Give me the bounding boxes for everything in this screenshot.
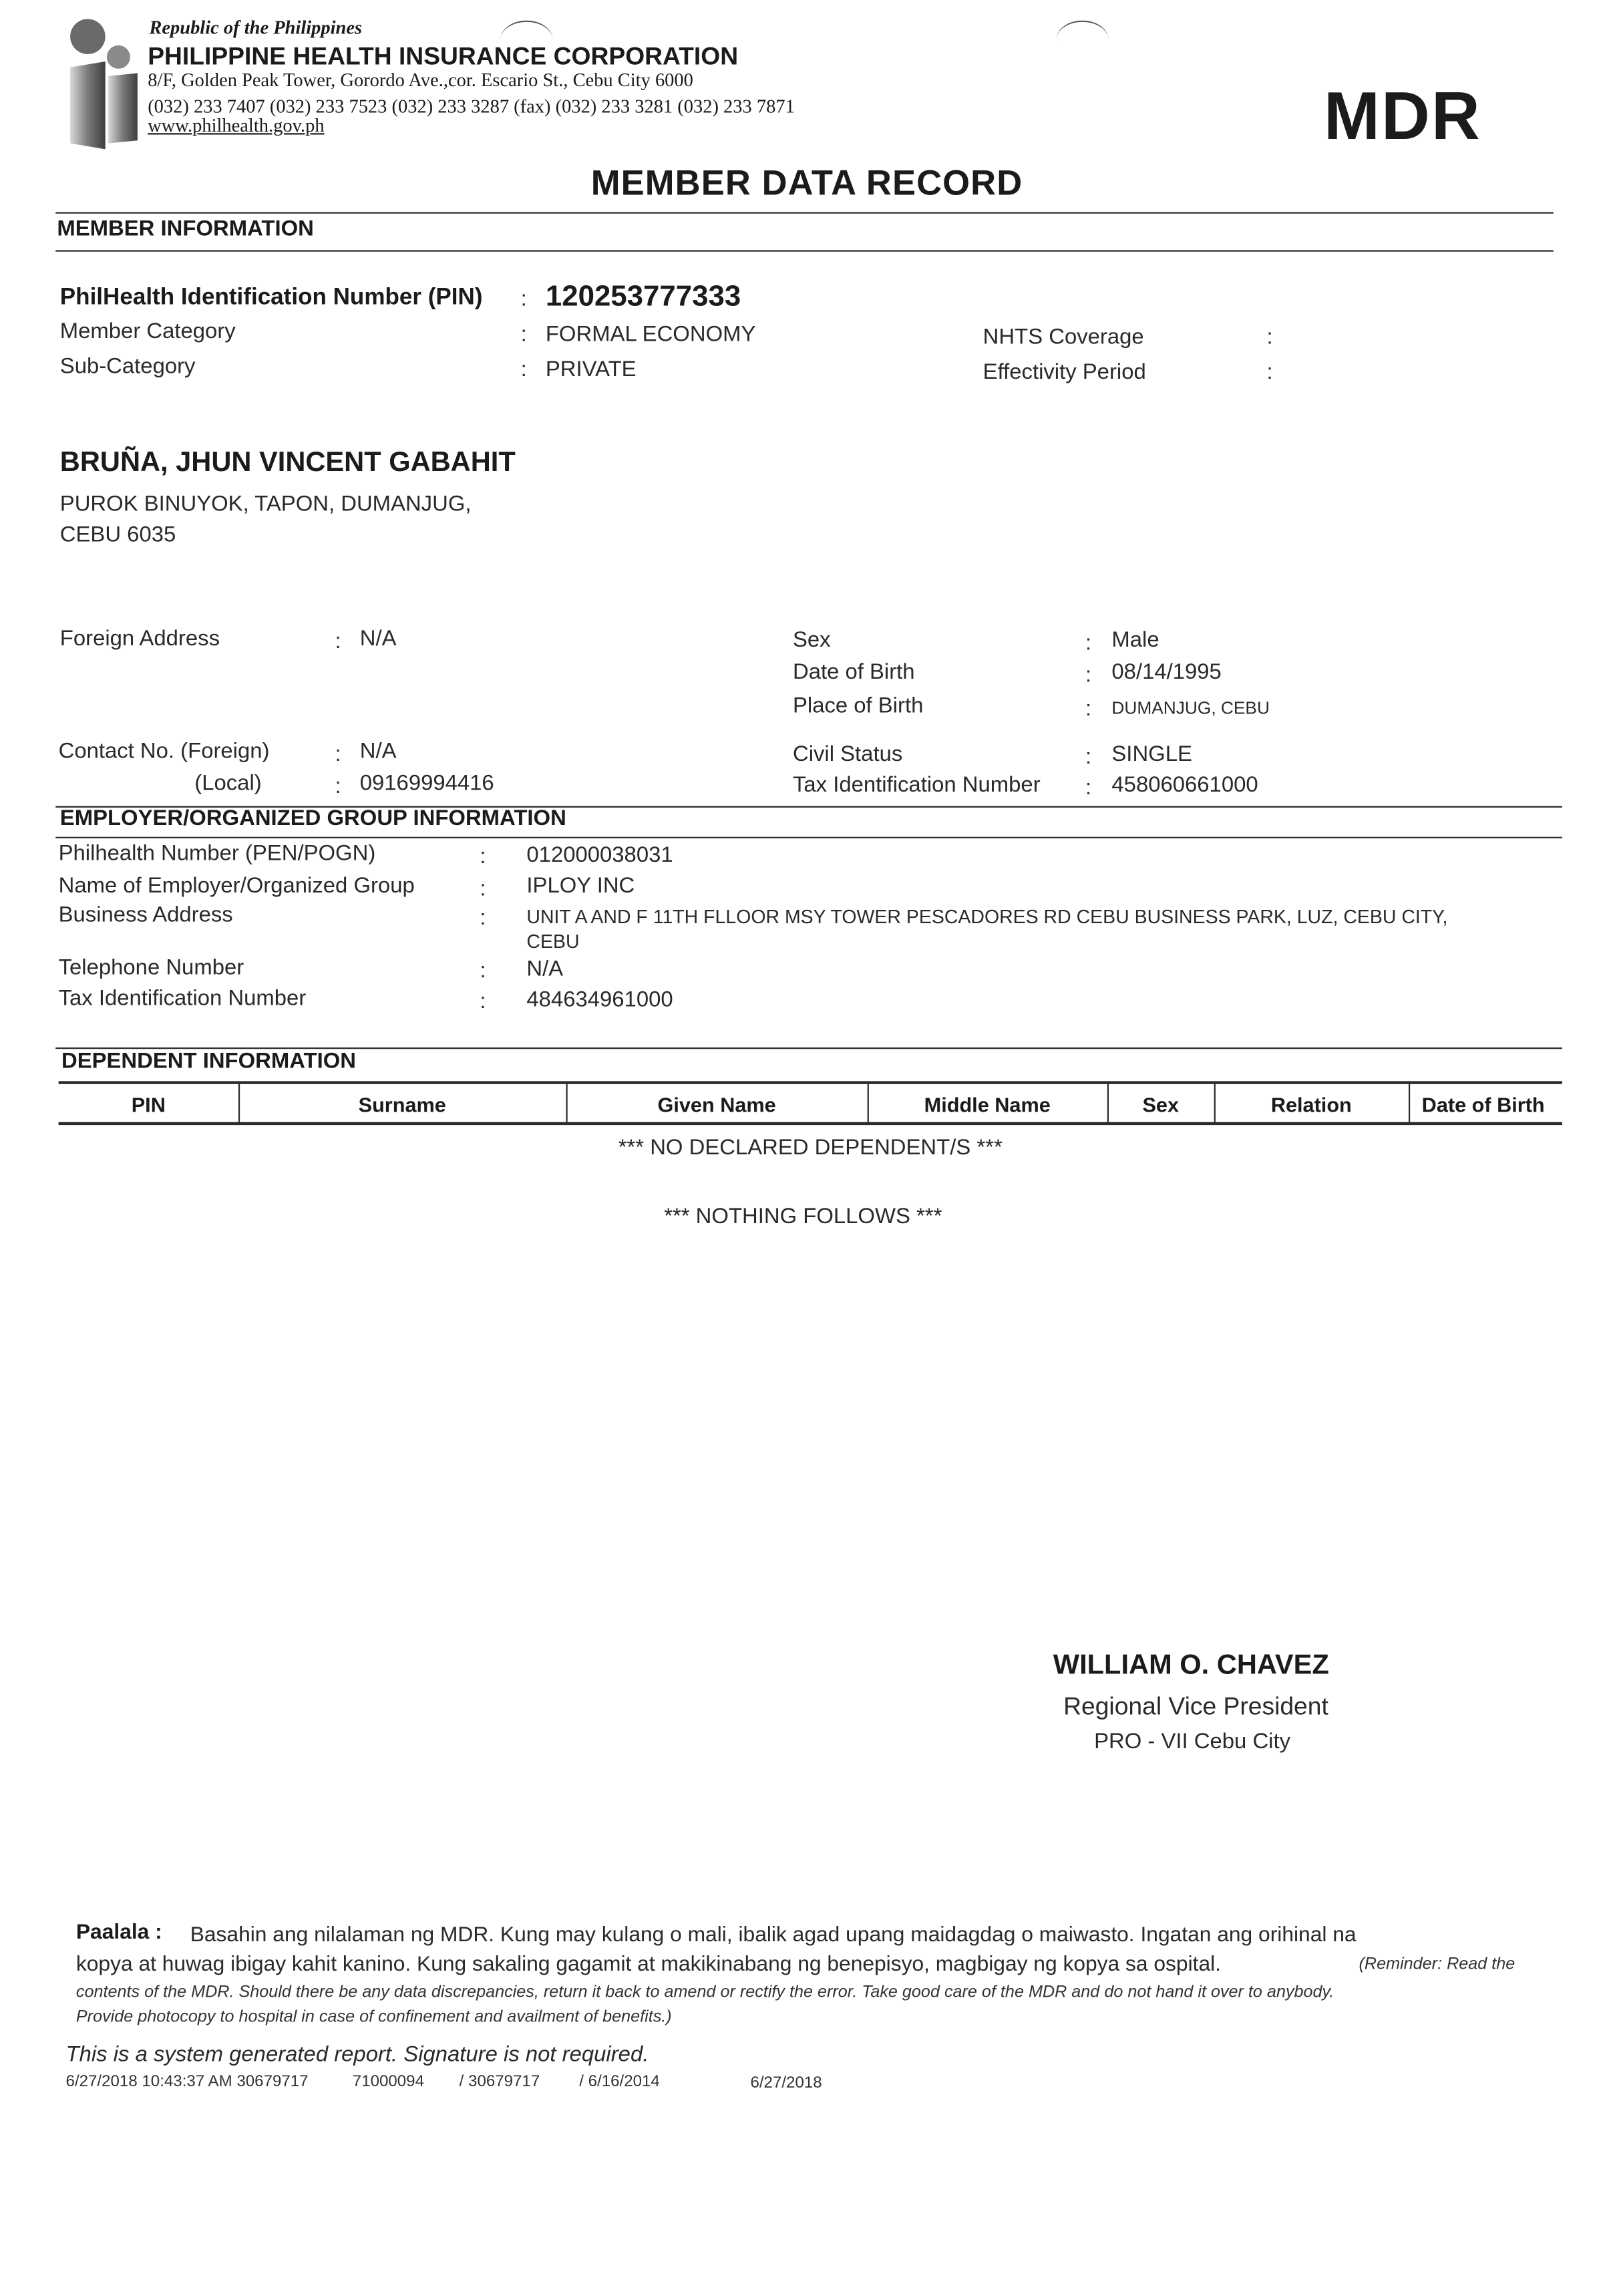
reminder-line1: Basahin ang nilalaman ng MDR. Kung may kulang o mali, ibalik agad upang maidagdag o maiwasto. Ingatan ang orihinal na — [190, 1923, 1357, 1947]
foreign-address-label: Foreign Address — [59, 626, 220, 651]
reminder-english-3: Provide photocopy to hospital in case of confinement and availment of benefits.) — [75, 2008, 672, 2027]
employer-tin-value: 484634961000 — [526, 987, 673, 1013]
business-address-line2: CEBU — [526, 930, 580, 953]
divider — [55, 837, 1562, 838]
employer-info-heading: EMPLOYER/ORGANIZED GROUP INFORMATION — [59, 806, 566, 831]
dob-value: 08/14/1995 — [1111, 659, 1222, 685]
employer-name-label: Name of Employer/Organized Group — [58, 873, 415, 898]
colon: : — [480, 989, 486, 1014]
document-title: MEMBER DATA RECORD — [590, 164, 1023, 204]
colon: : — [520, 357, 527, 382]
civil-status-label: Civil Status — [792, 742, 903, 767]
colon: : — [335, 629, 341, 654]
foreign-address-value: N/A — [359, 626, 397, 651]
colon: : — [1085, 630, 1092, 656]
colon: : — [335, 742, 341, 767]
column-header-sex: Sex — [1142, 1092, 1180, 1116]
trace-date: / 6/16/2014 — [579, 2073, 660, 2091]
pen-value: 012000038031 — [526, 842, 673, 868]
column-header-surname: Surname — [358, 1092, 446, 1116]
member-address-line1: PUROK BINUYOK, TAPON, DUMANJUG, — [59, 491, 472, 517]
table-top-rule — [59, 1081, 1562, 1084]
divider — [55, 212, 1554, 214]
pob-label: Place of Birth — [792, 693, 924, 719]
corporation-name: PHILIPPINE HEALTH INSURANCE CORPORATION — [148, 42, 739, 71]
colon: : — [1085, 696, 1092, 721]
civil-status-value: SINGLE — [1111, 742, 1192, 767]
telephone-value: N/A — [526, 957, 564, 982]
trace-print-date: 6/27/2018 — [750, 2074, 822, 2092]
colon: : — [480, 876, 486, 902]
effectivity-label: Effectivity Period — [982, 359, 1146, 385]
contact-foreign-label: Contact No. (Foreign) — [58, 738, 270, 764]
colon: : — [480, 905, 486, 931]
colon: : — [1266, 359, 1273, 385]
system-generated-note: This is a system generated report. Signature is not required. — [65, 2042, 649, 2068]
member-category-value: FORMAL ECONOMY — [545, 321, 756, 347]
member-category-label: Member Category — [59, 319, 236, 344]
trace-timestamp: 6/27/2018 10:43:37 AM 30679717 — [65, 2073, 309, 2091]
colon: : — [520, 287, 527, 312]
reminder-english-1: (Reminder: Read the — [1359, 1956, 1515, 1974]
column-header-relation: Relation — [1270, 1092, 1352, 1116]
signatory-name: WILLIAM O. CHAVEZ — [1053, 1650, 1329, 1681]
reminder-label: Paalala : — [75, 1921, 162, 1945]
pob-value: DUMANJUG, CEBU — [1111, 697, 1270, 719]
website-link[interactable]: www.philhealth.gov.ph — [148, 114, 325, 136]
colon: : — [1085, 744, 1092, 770]
signatory-office: PRO - VII Cebu City — [1094, 1729, 1291, 1754]
signatory-position: Regional Vice President — [1063, 1692, 1328, 1721]
column-header-given-name: Given Name — [657, 1092, 776, 1116]
scan-mark — [500, 21, 553, 60]
member-name: BRUÑA, JHUN VINCENT GABAHIT — [59, 448, 516, 479]
republic-heading: Republic of the Philippines — [149, 16, 363, 38]
business-address-line1: UNIT A AND F 11TH FLLOOR MSY TOWER PESCADORES RD CEBU BUSINESS PARK, LUZ, CEBU CITY, — [526, 905, 1448, 928]
sub-category-label: Sub-Category — [59, 353, 196, 379]
divider — [55, 250, 1554, 251]
colon: : — [1266, 325, 1273, 350]
nothing-follows-message: *** NOTHING FOLLOWS *** — [664, 1204, 942, 1229]
nhts-label: NHTS Coverage — [982, 325, 1144, 350]
telephone-label: Telephone Number — [58, 955, 244, 981]
column-header-pin: PIN — [131, 1092, 166, 1116]
table-bottom-rule — [59, 1122, 1562, 1125]
scan-mark — [1056, 21, 1109, 60]
sub-category-value: PRIVATE — [545, 357, 637, 382]
member-tin-value: 458060661000 — [1111, 772, 1258, 798]
pen-label: Philhealth Number (PEN/POGN) — [58, 841, 376, 866]
colon: : — [1085, 775, 1092, 800]
trace-code: 71000094 — [352, 2073, 424, 2091]
column-header-middle-name: Middle Name — [924, 1092, 1051, 1116]
business-address-label: Business Address — [58, 903, 233, 928]
member-info-heading: MEMBER INFORMATION — [57, 216, 314, 242]
member-address-line2: CEBU 6035 — [59, 522, 176, 548]
contact-local-value: 09169994416 — [359, 771, 494, 796]
column-header-date-of-birth: Date of Birth — [1421, 1092, 1545, 1116]
dependent-info-heading: DEPENDENT INFORMATION — [61, 1049, 357, 1074]
office-phones: (032) 233 7407 (032) 233 7523 (032) 233 3287 (fax) (032) 233 3281 (032) 233 7871 — [148, 95, 795, 118]
pin-value: 120253777333 — [545, 281, 741, 313]
reminder-line2: kopya at huwag ibigay kahit kanino. Kung sakaling gagamit at makikinabang ng benepisyo, magbigay ng kopya sa ospital. — [75, 1953, 1221, 1977]
mdr-badge: MDR — [1323, 77, 1481, 154]
colon: : — [480, 844, 486, 869]
contact-local-label: (Local) — [194, 771, 262, 796]
reminder-english-2: contents of the MDR. Should there be any data discrepancies, return it back to amend or rectify the error. Take good care of the MDR and do not hand it over to anybody. — [75, 1983, 1334, 2001]
contact-foreign-value: N/A — [359, 738, 397, 764]
employer-name-value: IPLOY INC — [526, 873, 635, 898]
sex-value: Male — [1111, 627, 1159, 653]
employer-tin-label: Tax Identification Number — [58, 986, 307, 1011]
no-dependents-message: *** NO DECLARED DEPENDENT/S *** — [618, 1135, 1003, 1160]
member-tin-label: Tax Identification Number — [792, 772, 1041, 798]
sex-label: Sex — [792, 627, 831, 653]
pin-label: PhilHealth Identification Number (PIN) — [59, 285, 483, 311]
colon: : — [480, 958, 486, 983]
dob-label: Date of Birth — [792, 659, 915, 685]
colon: : — [1085, 663, 1092, 688]
colon: : — [520, 321, 527, 347]
philhealth-logo — [64, 17, 143, 152]
trace-user: / 30679717 — [459, 2073, 540, 2091]
colon: : — [335, 774, 341, 799]
office-address: 8/F, Golden Peak Tower, Gorordo Ave.,cor. Escario St., Cebu City 6000 — [148, 68, 693, 91]
